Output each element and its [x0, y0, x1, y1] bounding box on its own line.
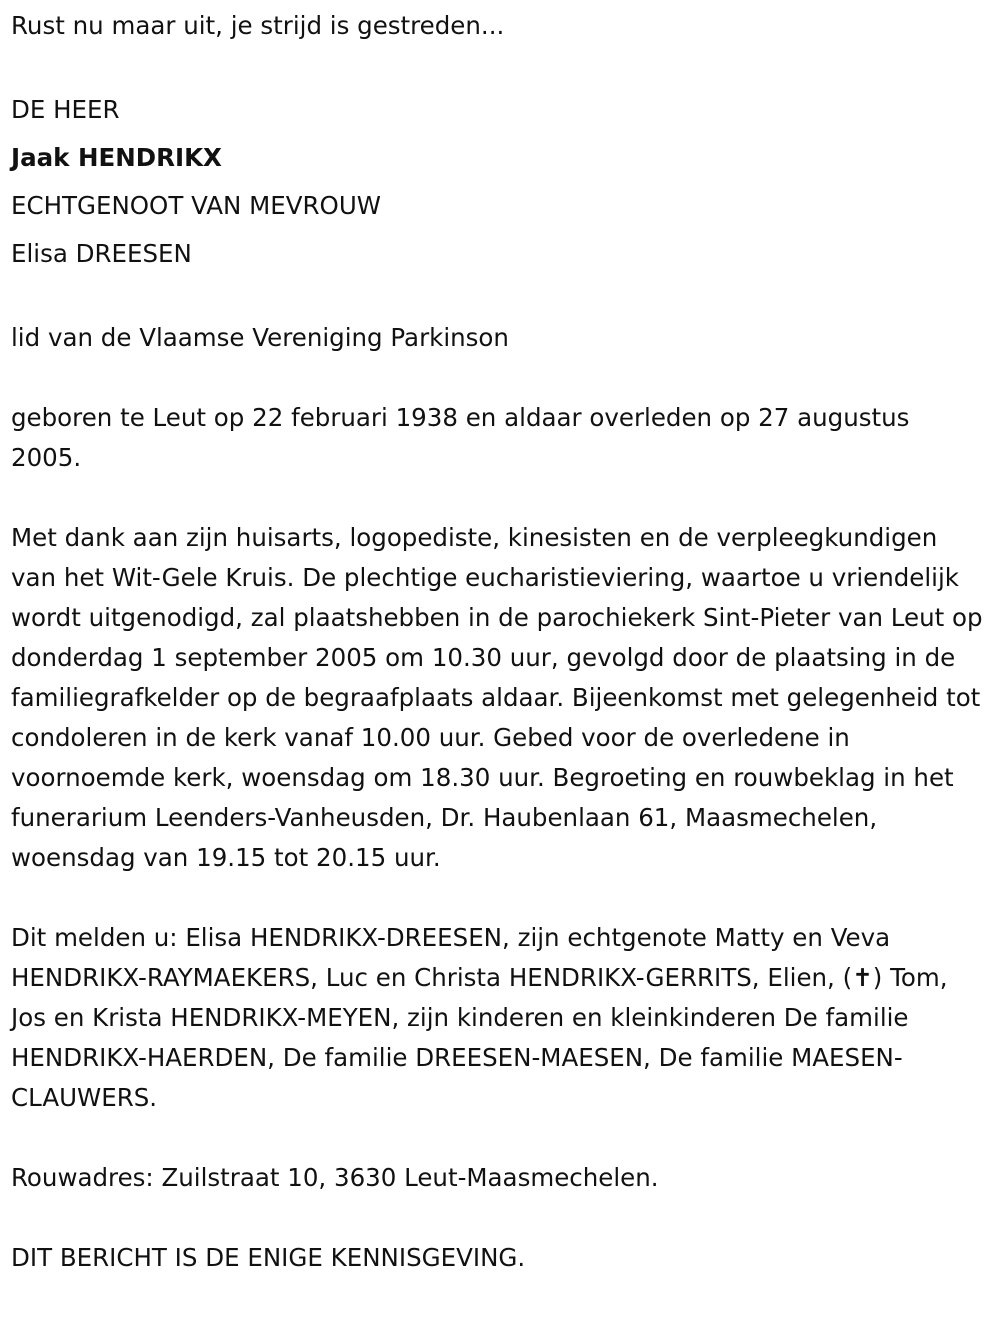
death-notice	[11, 6, 986, 1278]
title-label: DE HEER	[11, 95, 120, 124]
membership-line: lid van de Vlaamse Vereniging Parkinson	[11, 323, 509, 352]
name-block	[11, 86, 986, 278]
spouse-name: Elisa DREESEN	[11, 239, 192, 268]
closing-line: DIT BERICHT IS DE ENIGE KENNISGEVING.	[11, 1243, 526, 1272]
spacer	[11, 878, 986, 918]
deceased-name: Jaak HENDRIKX	[11, 143, 222, 172]
spacer	[11, 46, 986, 86]
birth-death-paragraph: geboren te Leut op 22 februari 1938 en aldaar overleden op 27 augustus 2005.	[11, 403, 910, 472]
spacer	[11, 1118, 986, 1158]
announcers-paragraph: Dit melden u: Elisa HENDRIKX-DREESEN, zijn echtgenote Matty en Veva HENDRIKX-RAYMAEKERS, Luc en Christa HENDRIKX-GERRITS, Elien, (✝) Tom, Jos en Krista HENDRIKX-MEYEN, zijn kinderen en kleinkinderen De familie HENDRIKX-HAERDEN, De familie DREESEN-MAESEN, De familie MAESEN-CLAUWERS.	[11, 923, 948, 1112]
spouse-label: ECHTGENOOT VAN MEVROUW	[11, 191, 382, 220]
ceremony-paragraph: Met dank aan zijn huisarts, logopediste, kinesisten en de verpleegkundigen van het Wit-Gele Kruis. De plechtige eucharistieviering, waartoe u vriendelijk wordt uitgenodigd, zal plaatshebben in de parochiekerk Sint-Pieter van Leut op donderdag 1 september 2005 om 10.30 uur, gevolgd door de plaatsing in de familiegrafkelder op de begraafplaats aldaar. Bijeenkomst met gelegenheid tot condoleren in de kerk vanaf 10.00 uur. Gebed voor de overledene in voornoemde kerk, woensdag om 18.30 uur. Begroeting en rouwbeklag in het funerarium Leenders-Vanheusden, Dr. Haubenlaan 61, Maasmechelen, woensdag van 19.15 tot 20.15 uur.	[11, 523, 983, 872]
spacer	[11, 358, 986, 398]
spacer	[11, 478, 986, 518]
address-line: Rouwadres: Zuilstraat 10, 3630 Leut-Maasmechelen.	[11, 1163, 659, 1192]
spacer	[11, 278, 986, 318]
opening-line: Rust nu maar uit, je strijd is gestreden...	[11, 11, 505, 40]
spacer	[11, 1198, 986, 1238]
